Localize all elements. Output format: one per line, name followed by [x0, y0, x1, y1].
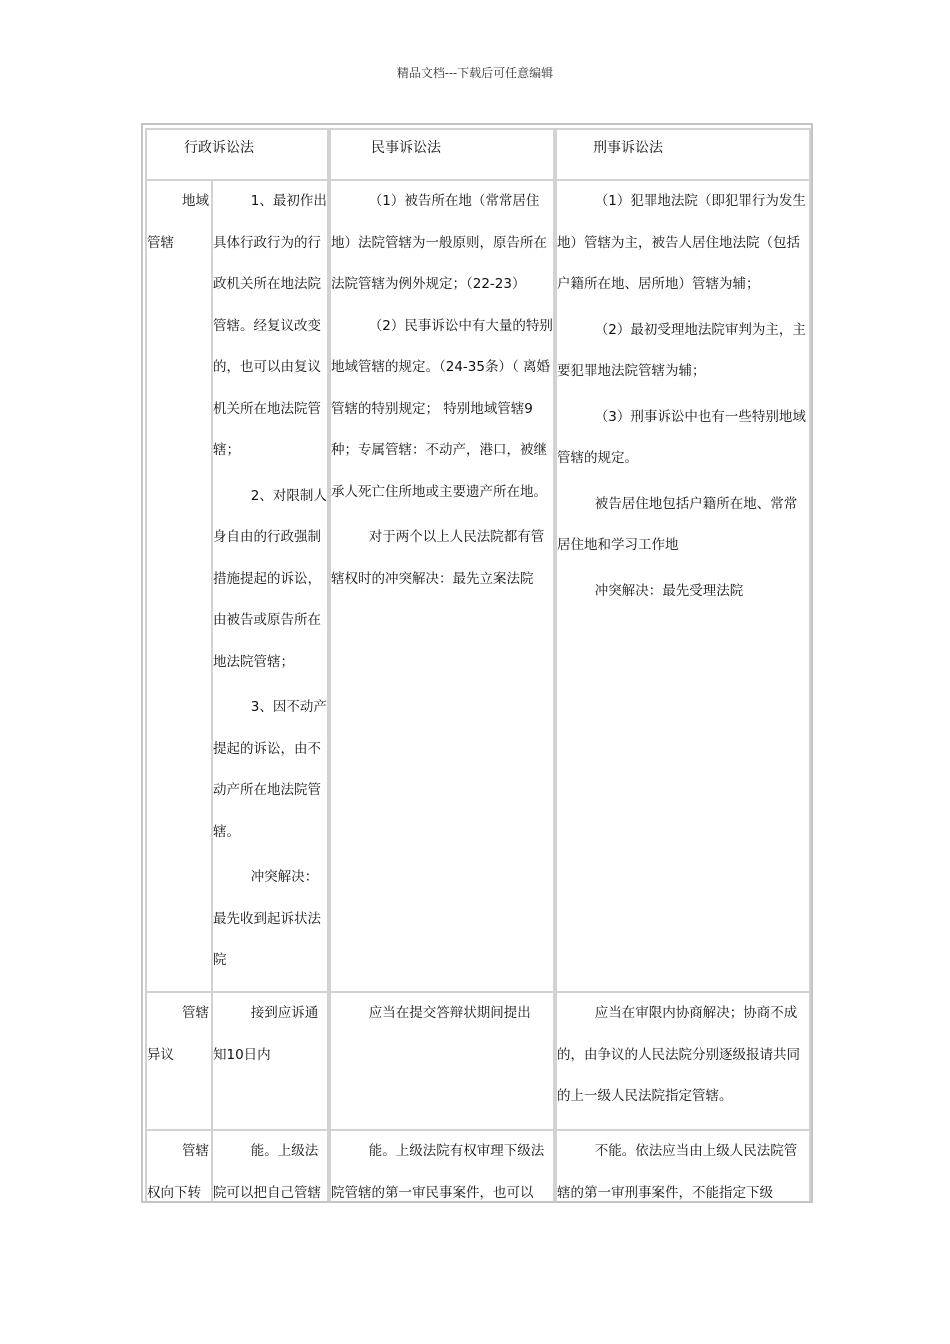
header-civil: 民事诉讼法 [371, 140, 441, 156]
criminal-objection-text: 应当在审限内协商解决；协商不成的，由争议的人民法院分别逐级报请共同的上一级人民法院指定管辖。 [557, 1005, 800, 1104]
header-admin-cell [145, 128, 329, 181]
civil-territorial-conflict: 对于两个以上人民法院都有管辖权时的冲突解决：最先立案法院 [331, 529, 545, 587]
header-civil-cell [329, 128, 555, 181]
criminal-transfer-text: 不能。依法应当由上级人民法院管辖的第一审刑事案件，不能指定下级 [557, 1143, 798, 1201]
page-header: 精品文档---下载后可任意编辑 [396, 66, 554, 80]
admin-territorial-cell [211, 179, 329, 993]
admin-territorial-conflict: 冲突解决：最先收到起诉状法院 [213, 869, 321, 968]
header-criminal-cell [555, 128, 811, 181]
header-criminal: 刑事诉讼法 [593, 140, 663, 156]
admin-transfer-text: 能。上级法院可以把自己管辖 [213, 1143, 321, 1201]
row-label-transfer: 管辖 权向下转 [145, 1129, 213, 1203]
civil-territorial-cell [329, 179, 555, 993]
admin-objection-cell [211, 991, 329, 1131]
admin-territorial-item: 3、因不动产提起的诉讼，由不动产所在地法院管辖。 [213, 699, 327, 840]
criminal-transfer-cell [555, 1129, 811, 1203]
row-label-territorial: 地域 管辖 [145, 179, 213, 993]
admin-transfer-cell [211, 1129, 329, 1203]
comparison-table [141, 123, 813, 1203]
civil-objection-text: 应当在提交答辩状期间提出 [368, 1005, 531, 1021]
admin-territorial-item: 2、对限制人身自由的行政强制措施提起的诉讼，由被告或原告所在地法院管辖； [213, 487, 327, 670]
row-label-objection: 管辖 异议 [145, 991, 213, 1131]
criminal-territorial-item: （3）刑事诉讼中也有一些特别地域管辖的规定。 [557, 408, 806, 466]
civil-territorial-item: （1）被告所在地（常常居住地）法院管辖为一般原则，原告所在法院管辖为例外规定；（22-23） [331, 193, 547, 292]
criminal-territorial-note: 被告居住地包括户籍所在地、常常居住地和学习工作地 [557, 495, 798, 553]
criminal-territorial-item: （2）最初受理地法院审判为主，主要犯罪地法院管辖为辅； [557, 321, 806, 379]
admin-territorial-item: 1、最初作出具体行政行为的行政机关所在地法院管辖。经复议改变的，也可以由复议机关所在地法院管辖； [213, 193, 327, 458]
header-admin: 行政诉讼法 [184, 140, 254, 156]
civil-transfer-text: 能。上级法院有权审理下级法院管辖的第一审民事案件，也可以 [331, 1143, 545, 1201]
criminal-territorial-item: （1）犯罪地法院（即犯罪行为发生地）管辖为主，被告人居住地法院（包括户籍所在地、居所地）管辖为辅； [557, 193, 806, 292]
admin-objection-text: 接到应诉通知10日内 [213, 1005, 319, 1063]
civil-territorial-item: （2）民事诉讼中有大量的特别地域管辖的规定。（24-35条）（ 离婚管辖的特别规定； 特别地域管辖9种；专属管辖：不动产，港口，被继承人死亡住所地或主要遗产所在地。 [331, 317, 553, 500]
criminal-territorial-conflict: 冲突解决：最先受理法院 [594, 582, 744, 599]
civil-transfer-cell [329, 1129, 555, 1203]
criminal-objection-cell [555, 991, 811, 1131]
civil-objection-cell [329, 991, 555, 1131]
criminal-territorial-cell [555, 179, 811, 993]
